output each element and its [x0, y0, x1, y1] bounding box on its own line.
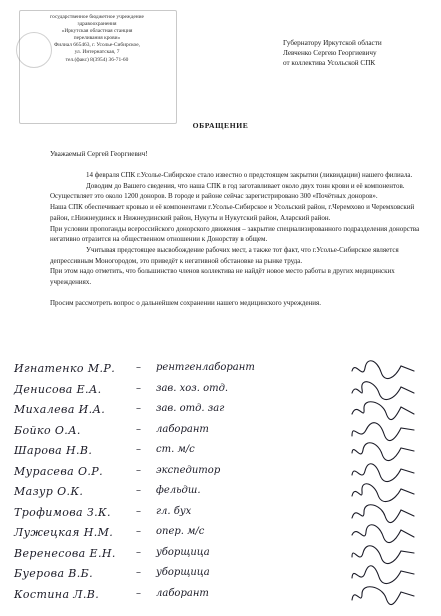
signer-position: зав. отд. заг [156, 403, 225, 414]
handwritten-signature-icon [348, 584, 418, 608]
stamp-seal-icon [16, 32, 52, 68]
stamp-line: здравоохранения [77, 21, 117, 28]
paragraph: 14 февраля СПК г.Усолье-Сибирское стало известно о предстоящем закрытии (ликвидации) нашего филиала. [86, 171, 413, 179]
paragraph: Просим рассмотреть вопрос о дальнейшем сохранении нашего медицинского учреждения. [50, 298, 322, 307]
stamp-line: «Иркутская областная станция [61, 28, 133, 35]
signer-position: зав. хоз. отд. [156, 382, 229, 394]
separator-dash: – [136, 444, 141, 455]
separator-dash: – [136, 403, 141, 414]
addressee-line: Левченко Сергею Георгиевичу [283, 49, 377, 58]
paragraph: Доводим до Вашего сведения, что наша СПК в год заготавливает около двух тонн крови и её компонентов. Осуществляет это около 1200 доноров. В городе и районе сейчас зарегистрировано 300 «Почётных доноров». [50, 181, 405, 201]
signer-position: опер. м/с [156, 526, 205, 537]
separator-dash: – [136, 587, 141, 599]
signer-position: гл. бух [156, 505, 192, 517]
separator-dash: – [136, 423, 141, 435]
separator-dash: – [136, 567, 141, 578]
stamp-line: ул. Интернатская, 7 [74, 49, 120, 56]
letter-body [50, 170, 426, 308]
signer-name: Игнатенко М.Р. [14, 362, 116, 375]
paragraph: При этом надо отметить, что большинство членов коллектива не найдёт новое место работы в других медицинских учреждениях. [50, 267, 395, 287]
paragraph: При условии пропоганды всероссийского донорского движения – закрытие специализированного подразделения донорства негативно отразится на общественном отношении к Донорству в общем. [50, 224, 420, 244]
addressee-line: Губернатору Иркутской области [283, 39, 382, 47]
signer-name: Михалева И.А. [14, 403, 106, 416]
salutation: Уважаемый Сергей Георгиевич! [50, 150, 148, 158]
signer-name: Денисова Е.А. [14, 382, 102, 396]
signer-position: фельдш. [156, 485, 201, 496]
signer-name: Костина Л.В. [14, 587, 100, 601]
separator-dash: – [136, 464, 141, 476]
stamp-line: государственное бюджетное учреждение [50, 14, 144, 20]
signer-position: экспедитор [156, 464, 221, 476]
signer-position: уборщица [156, 546, 210, 558]
stamp-frame [19, 10, 177, 124]
separator-dash: – [136, 485, 141, 496]
signer-name: Трофимова З.К. [14, 505, 111, 519]
paragraph: Наша СПК обеспечивает кровью и её компонентами г.Усолье-Сибирское и Усольский район, г.Черемхово и Черемховский район, г.Нижнеудинск и Нижнеудинский район, Нукуты и Нукутский район, Аларский район. [50, 203, 415, 222]
signer-name: Шарова Н.В. [14, 444, 93, 457]
stamp-line: Филиал 665463, г. Усолье-Сибирское, [54, 42, 140, 49]
signer-position: рентгенлаборант [156, 362, 255, 373]
addressee-block [283, 38, 439, 69]
signer-name: Буерова В.Б. [14, 567, 94, 580]
separator-dash: – [136, 526, 141, 537]
addressee-line: от коллектива Усольской СПК [283, 59, 376, 68]
paragraph: Учитывая предстоящее высвобождение рабочих мест, а также тот факт, что г.Усолье-Сибирское является депрессивным Моногородом, это приведёт к негативной обстановке на рынке труда. [50, 245, 399, 265]
signer-name: Бойко О.А. [14, 423, 81, 437]
signature-row [8, 588, 438, 608]
signer-position: ст. м/с [156, 444, 195, 455]
signature-list [8, 362, 438, 612]
organization-stamp [22, 14, 172, 118]
stamp-line: переливания крови» [73, 35, 121, 42]
signer-name: Мазур О.К. [14, 485, 84, 498]
separator-dash: – [136, 505, 141, 517]
signer-name: Мурасева О.Р. [14, 464, 103, 478]
signer-name: Веренесова Е.Н. [14, 546, 116, 560]
separator-dash: – [136, 546, 141, 558]
separator-dash: – [136, 362, 141, 373]
signer-name: Лужецкая Н.М. [14, 526, 114, 539]
signer-position: уборщица [156, 567, 210, 578]
separator-dash: – [136, 382, 141, 394]
signer-position: лаборант [156, 587, 209, 599]
stamp-line: тел.(факс) 8(3954) 36-71-60 [65, 56, 129, 63]
document-title: ОБРАЩЕНИЕ [192, 121, 249, 130]
signer-position: лаборант [156, 423, 209, 435]
